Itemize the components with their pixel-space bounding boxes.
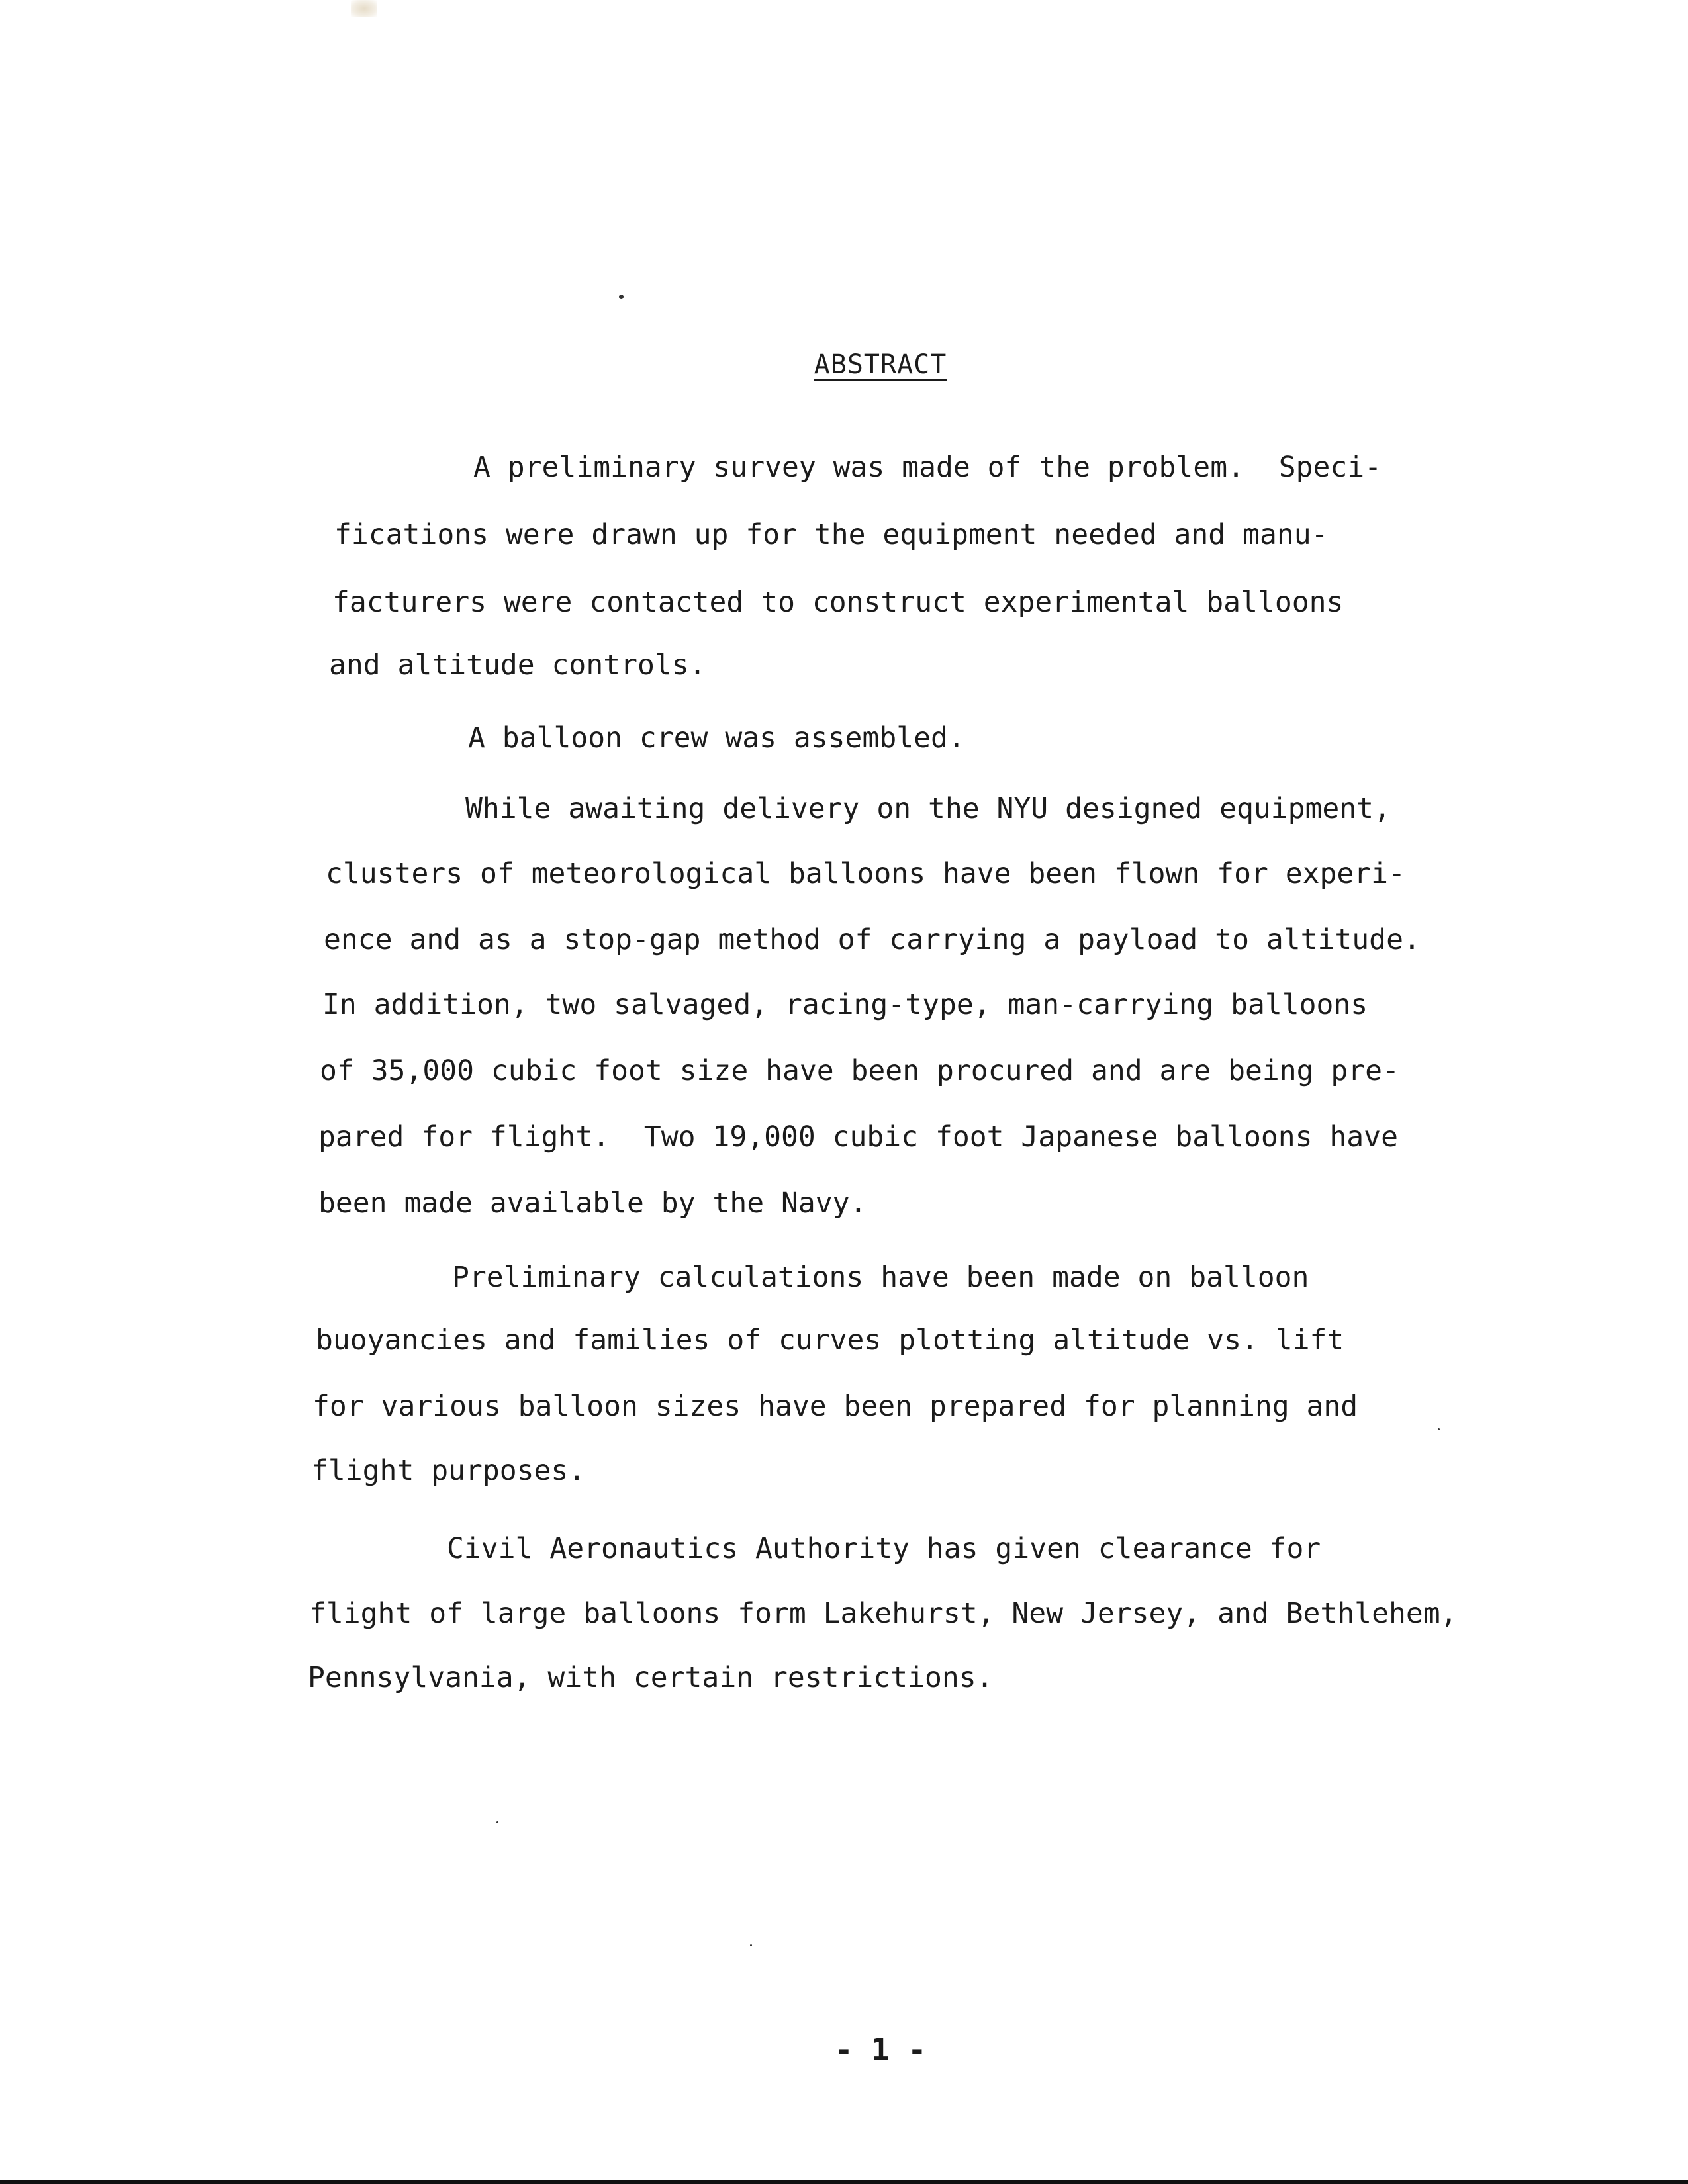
stray-dot <box>496 1821 498 1823</box>
page-title: ABSTRACT <box>814 349 947 380</box>
text-line: flight of large balloons form Lakehurst, New Jersey, and Bethlehem, <box>309 1597 1458 1630</box>
page-number: - 1 - <box>834 2032 927 2068</box>
text-line: Civil Aeronautics Authority has given clearance for <box>447 1532 1321 1565</box>
text-line: A preliminary survey was made of the problem. Speci- <box>473 451 1382 484</box>
text-line: flight purposes. <box>311 1454 586 1487</box>
text-line: buoyancies and families of curves plotting altitude vs. lift <box>316 1324 1344 1357</box>
text-line: ence and as a stop-gap method of carrying a payload to altitude. <box>324 923 1421 956</box>
text-line: facturers were contacted to construct experimental balloons <box>332 586 1344 619</box>
stray-dot <box>619 295 624 299</box>
text-line: been made available by the Navy. <box>318 1187 867 1220</box>
text-line: While awaiting delivery on the NYU designed equipment, <box>465 792 1391 825</box>
stray-dot <box>750 1944 752 1946</box>
text-line: fications were drawn up for the equipment needed and manu- <box>334 518 1329 551</box>
text-line: Preliminary calculations have been made on balloon <box>452 1261 1309 1294</box>
paper-stain <box>351 0 377 17</box>
text-line: pared for flight. Two 19,000 cubic foot Japanese balloons have <box>318 1120 1398 1154</box>
text-line: clusters of meteorological balloons have been flown for experi- <box>326 857 1405 890</box>
text-line: Pennsylvania, with certain restrictions. <box>308 1661 994 1694</box>
text-line: In addition, two salvaged, racing-type, man-carrying balloons <box>322 988 1368 1021</box>
text-line: and altitude controls. <box>329 649 706 682</box>
text-line: A balloon crew was assembled. <box>468 721 965 754</box>
stray-dot <box>1438 1428 1440 1430</box>
text-line: for various balloon sizes have been prepared for planning and <box>312 1390 1358 1423</box>
scan-edge <box>0 2180 1688 2184</box>
text-line: of 35,000 cubic foot size have been procured and are being pre- <box>320 1054 1399 1087</box>
